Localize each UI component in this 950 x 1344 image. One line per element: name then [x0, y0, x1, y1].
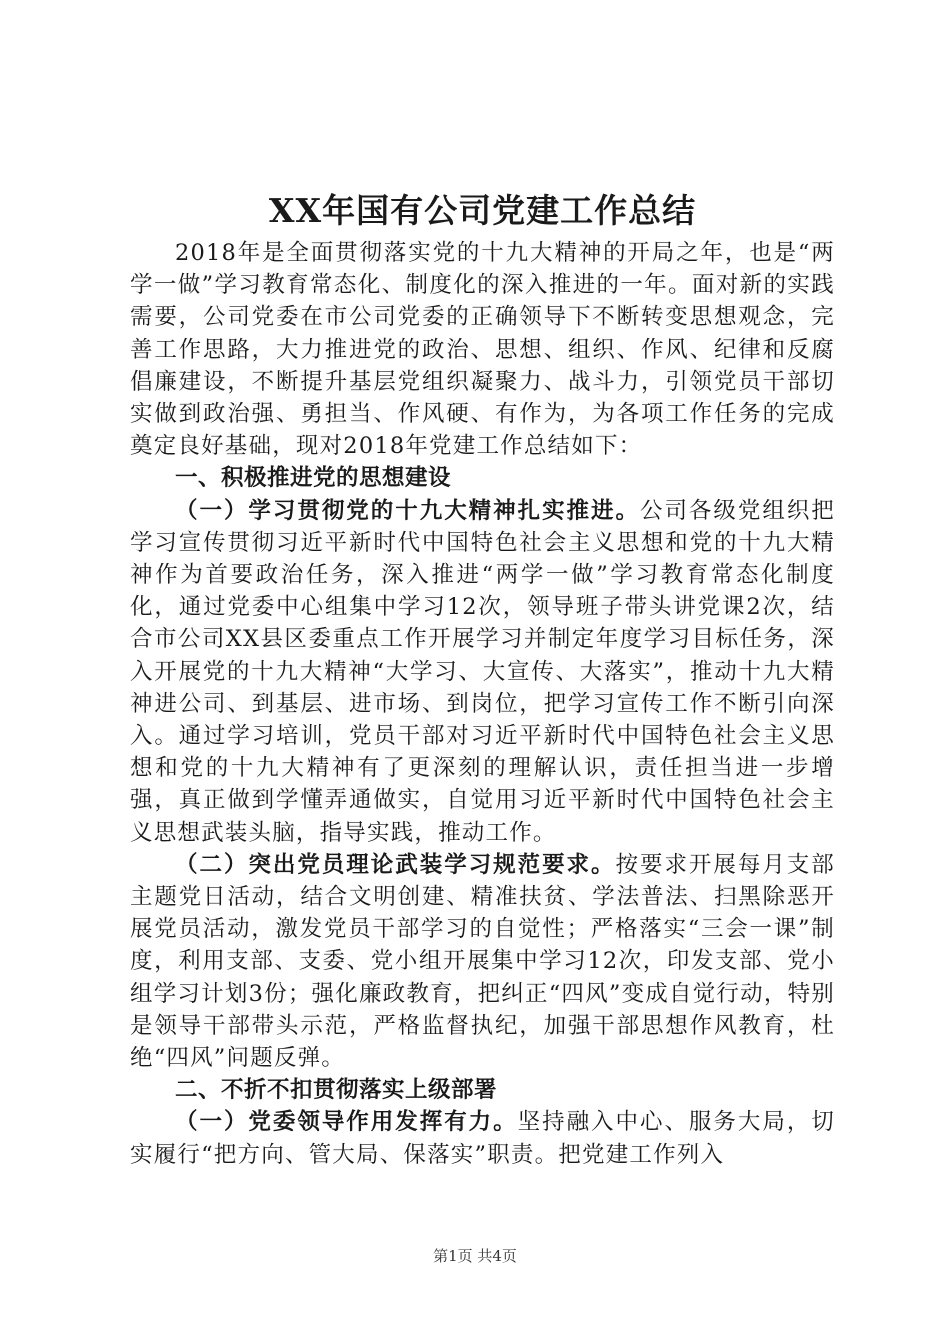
- document-title: XX年国有公司党建工作总结: [268, 191, 697, 230]
- section2-paragraph-1: [130, 1106, 835, 1170]
- page-footer: 第1页 共4页: [433, 1247, 517, 1265]
- document-page: [130, 185, 835, 1171]
- section1-paragraph-1: [130, 495, 835, 849]
- section1-paragraph-1-body: 公司各级党组织把学习宣传贯彻习近平新时代中国特色社会主义思想和党的十九大精神作为首要政治任务，深入推进“两学一做”学习教育常态化制度化，通过党委中心组集中学习12次，领导班子带头讲党课2次，结合市公司XX县区委重点工作开展学习并制定年度学习目标任务，深入开展党的十九大精神“大学习、大宣传、大落实”，推动十九大精神进公司、到基层、进市场、到岗位，把学习宣传工作不断引向深入。通过学习培训，党员干部对习近平新时代中国特色社会主义思想和党的十九大精神有了更深刻的理解认识，责任担当进一步增强，真正做到学懂弄通做实，自觉用习近平新时代中国特色社会主义思想武装头脑，指导实践，推动工作。: [130, 497, 835, 846]
- section1-paragraph-1-lead: （一）学习贯彻党的十九大精神扎实推进。: [175, 497, 640, 524]
- section2-paragraph-1-lead: （一）党委领导作用发挥有力。: [175, 1109, 518, 1136]
- section1-paragraph-2: [130, 849, 835, 1074]
- section1-paragraph-2-lead: （二）突出党员理论武装学习规范要求。: [175, 851, 616, 878]
- section2-paragraph-1-body: 坚持融入中心、服务大局，切实履行“把方向、管大局、保落实”职责。把党建工作列入: [130, 1109, 835, 1168]
- section-heading-2: 二、不折不扣贯彻落实上级部署: [175, 1077, 498, 1104]
- intro-paragraph: 2018年是全面贯彻落实党的十九大精神的开局之年，也是“两学一做”学习教育常态化、制度化的深入推进的一年。面对新的实践需要，公司党委在市公司党委的正确领导下不断转变思想观念，完善工作思路，大力推进党的政治、思想、组织、作风、纪律和反腐倡廉建设，不断提升基层党组织凝聚力、战斗力，引领党员干部切实做到政治强、勇担当、作风硬、有作为，为各项工作任务的完成奠定良好基础，现对2018年党建工作总结如下：: [130, 240, 835, 460]
- section-heading-1: 一、积极推进党的思想建设: [175, 465, 452, 492]
- section1-paragraph-2-body: 按要求开展每月支部主题党日活动，结合文明创建、精准扶贫、学法普法、扫黑除恶开展党员活动，激发党员干部学习的自觉性；严格落实“三会一课”制度，利用支部、支委、党小组开展集中学习12次，印发支部、党小组学习计划3份；强化廉政教育，把纠正“四风”变成自觉行动，特别是领导干部带头示范，严格监督执纪，加强干部思想作风教育，杜绝“四风”问题反弹。: [130, 851, 835, 1072]
